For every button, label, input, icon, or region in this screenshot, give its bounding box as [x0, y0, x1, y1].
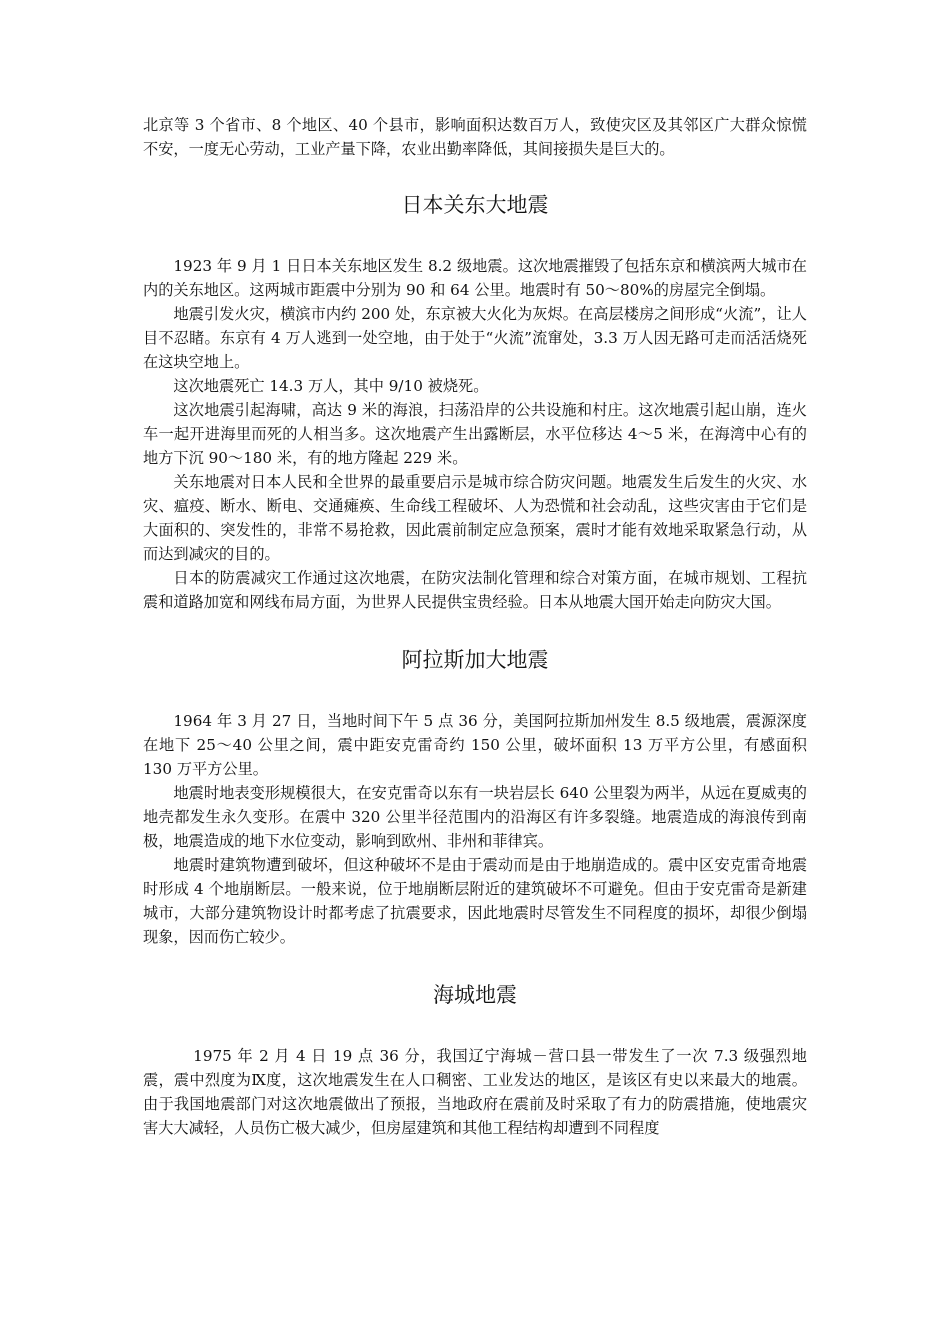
section-alaska-body: [143, 709, 807, 949]
body-paragraph: 1975 年 2 月 4 日 19 点 36 分，我国辽宁海城－营口县一带发生了一次 7.3 级强烈地震，震中烈度为Ⅸ度，这次地震发生在人口稠密、工业发达的地区，是该区有史以来最大的地震。由于我国地震部门对这次地震做出了预报，当地政府在震前及时采取了有力的防震措施，使地震灾害大大减轻，人员伤亡极大减少，但房屋建筑和其他工程结构却遭到不同程度: [143, 1047, 807, 1137]
section-title-alaska: 阿拉斯加大地震: [401, 648, 549, 672]
section-title-kanto: 日本关东大地震: [401, 193, 549, 217]
body-paragraph: 地震时建筑物遭到破坏，但这种破坏不是由于震动而是由于地崩造成的。震中区安克雷奇地震时形成 4 个地崩断层。一般来说，位于地崩断层附近的建筑破坏不可避免。但由于安克雷奇是新建城市，大部分建筑物设计时都考虑了抗震要求，因此地震时尽管发生不同程度的损坏，却很少倒塌现象，因而伤亡较少。: [143, 856, 807, 946]
body-paragraph: 1964 年 3 月 27 日，当地时间下午 5 点 36 分，美国阿拉斯加州发生 8.5 级地震，震源深度在地下 25～40 公里之间，震中距安克雷奇约 150 公里，破坏面积 13 万平方公里，有感面积 130 万平方公里。: [143, 712, 807, 778]
section-haicheng-body: [143, 1044, 807, 1140]
body-paragraph: 地震引发火灾，横滨市内约 200 处，东京被大火化为灰烬。在高层楼房之间形成“火流”，让人目不忍睹。东京有 4 万人逃到一处空地，由于处于“火流”流窜处，3.3 万人因无路可走而活活烧死在这块空地上。: [143, 305, 807, 371]
body-paragraph: 地震时地表变形规模很大，在安克雷奇以东有一块岩层长 640 公里裂为两半，从远在夏威夷的地壳都发生永久变形。在震中 320 公里半径范围内的沿海区有许多裂缝。地震造成的海浪传到南极，地震造成的地下水位变动，影响到欧州、非州和菲律宾。: [143, 784, 807, 850]
intro-paragraph: 北京等 3 个省市、8 个地区、40 个县市，影响面积达数百万人，致使灾区及其邻区广大群众惊慌不安，一度无心劳动，工业产量下降，农业出勤率降低，其间接损失是巨大的。: [143, 116, 807, 158]
body-paragraph: 这次地震死亡 14.3 万人，其中 9/10 被烧死。: [173, 377, 489, 395]
body-paragraph: 1923 年 9 月 1 日日本关东地区发生 8.2 级地震。这次地震摧毁了包括东京和横滨两大城市在内的关东地区。这两城市距震中分别为 90 和 64 公里。地震时有 50～80%的房屋完全倒塌。: [143, 257, 807, 299]
section-title-haicheng: 海城地震: [433, 983, 517, 1007]
body-paragraph: 日本的防震减灾工作通过这次地震，在防灾法制化管理和综合对策方面，在城市规划、工程抗震和道路加宽和网线布局方面，为世界人民提供宝贵经验。日本从地震大国开始走向防灾大国。: [143, 569, 807, 611]
body-paragraph: 这次地震引起海啸，高达 9 米的海浪，扫荡沿岸的公共设施和村庄。这次地震引起山崩，连火车一起开进海里而死的人相当多。这次地震产生出露断层，水平位移达 4～5 米，在海湾中心有的地方下沉 90～180 米，有的地方隆起 229 米。: [143, 401, 807, 467]
body-paragraph: 关东地震对日本人民和全世界的最重要启示是城市综合防灾问题。地震发生后发生的火灾、水灾、瘟疫、断水、断电、交通瘫痪、生命线工程破坏、人为恐慌和社会动乱，这些灾害由于它们是大面积的、突发性的，非常不易抢救，因此震前制定应急预案，震时才能有效地采取紧急行动，从而达到减灾的目的。: [143, 473, 807, 563]
section-kanto-body: [143, 254, 807, 614]
